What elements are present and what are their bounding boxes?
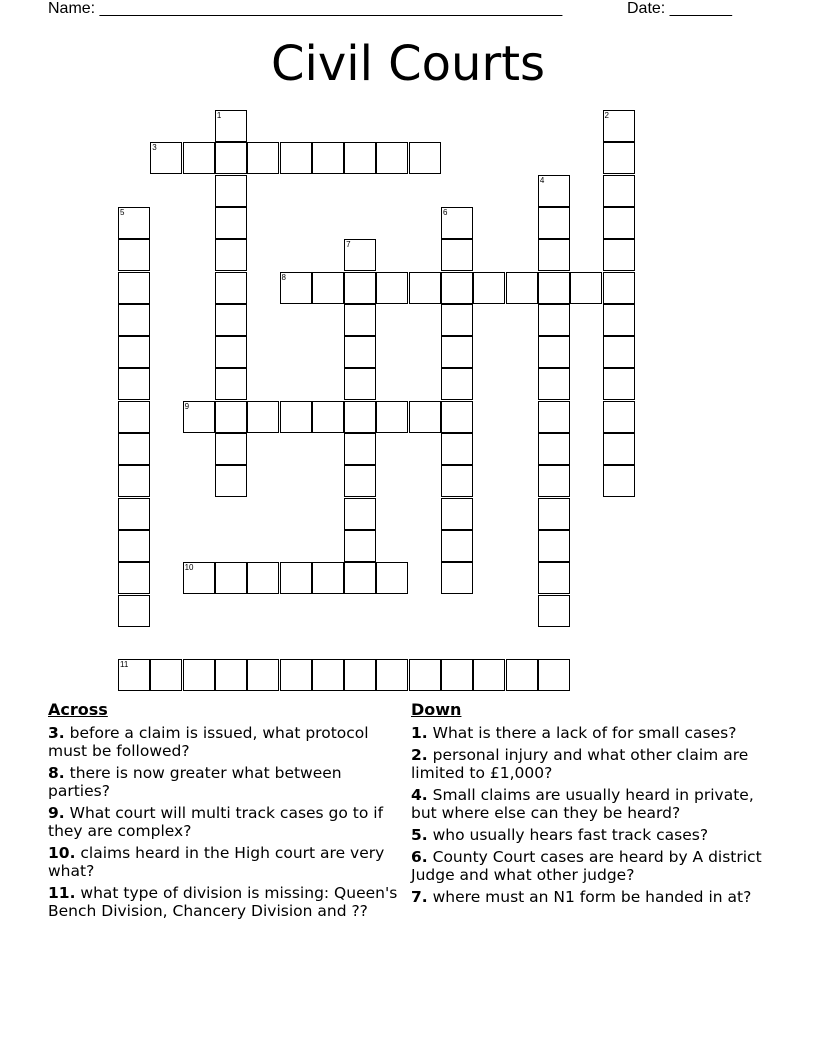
- grid-cell[interactable]: [183, 659, 215, 691]
- grid-cell[interactable]: [441, 562, 473, 594]
- grid-cell[interactable]: [538, 272, 570, 304]
- grid-cell[interactable]: [247, 142, 279, 174]
- grid-cell[interactable]: [118, 336, 150, 368]
- clue-down-1: [411, 724, 773, 742]
- grid-cell[interactable]: [473, 272, 505, 304]
- clue-text: claims heard in the High court are very what?: [48, 844, 385, 880]
- grid-cell[interactable]: [118, 401, 150, 433]
- clue-down-2: [411, 746, 773, 782]
- down-heading: Down: [411, 700, 462, 719]
- grid-cell[interactable]: [409, 272, 441, 304]
- grid-cell[interactable]: [118, 433, 150, 465]
- grid-cell[interactable]: [215, 465, 247, 497]
- grid-cell[interactable]: [376, 142, 408, 174]
- clue-number-label: 4: [539, 175, 545, 185]
- clue-number: 9.: [48, 804, 65, 822]
- grid-cell[interactable]: [215, 368, 247, 400]
- grid-cell[interactable]: [441, 530, 473, 562]
- clue-number: 10.: [48, 844, 76, 862]
- grid-cell[interactable]: [409, 142, 441, 174]
- grid-cell[interactable]: [183, 401, 215, 433]
- grid-cell[interactable]: [118, 498, 150, 530]
- clue-number: 8.: [48, 764, 65, 782]
- across-clues: [48, 700, 398, 924]
- clue-text: there is now greater what between parties?: [48, 764, 342, 800]
- grid-cell[interactable]: [344, 465, 376, 497]
- clue-number: 3.: [48, 724, 65, 742]
- clue-text: What court will multi track cases go to if they are complex?: [48, 804, 384, 840]
- across-heading: Across: [48, 700, 108, 719]
- grid-cell[interactable]: [506, 272, 538, 304]
- grid-cell[interactable]: [441, 304, 473, 336]
- grid-cell[interactable]: [118, 272, 150, 304]
- grid-cell[interactable]: [215, 562, 247, 594]
- grid-cell[interactable]: [538, 336, 570, 368]
- clue-down-7: [411, 888, 773, 906]
- worksheet-header: [0, 0, 816, 20]
- clue-text: before a claim is issued, what protocol must be followed?: [48, 724, 369, 760]
- clue-text: Small claims are usually heard in private, but where else can they be heard?: [411, 786, 754, 822]
- clue-number-label: 9: [184, 401, 190, 411]
- grid-cell[interactable]: [538, 401, 570, 433]
- grid-cell[interactable]: [441, 401, 473, 433]
- grid-cell[interactable]: [118, 368, 150, 400]
- grid-cell[interactable]: [441, 659, 473, 691]
- clue-number-label: 5: [120, 207, 125, 217]
- grid-cell[interactable]: [603, 239, 635, 271]
- puzzle-title: Civil Courts: [270, 36, 546, 92]
- grid-cell[interactable]: [344, 239, 376, 271]
- grid-cell[interactable]: [344, 530, 376, 562]
- clue-number: 1.: [411, 724, 428, 742]
- clue-down-6: [411, 848, 773, 884]
- grid-cell[interactable]: [312, 401, 344, 433]
- clue-across-8: [48, 764, 398, 800]
- grid-cell[interactable]: [473, 659, 505, 691]
- grid-cell[interactable]: [376, 562, 408, 594]
- name-line[interactable]: Name: ____________________________________________________: [48, 0, 563, 17]
- clue-across-9: [48, 804, 398, 840]
- grid-cell[interactable]: [538, 595, 570, 627]
- grid-cell[interactable]: [603, 175, 635, 207]
- grid-cell[interactable]: [118, 530, 150, 562]
- grid-cell[interactable]: [280, 659, 312, 691]
- grid-cell[interactable]: [603, 401, 635, 433]
- grid-cell[interactable]: [215, 336, 247, 368]
- grid-cell[interactable]: [344, 368, 376, 400]
- grid-cell[interactable]: [118, 207, 150, 239]
- grid-cell[interactable]: [118, 465, 150, 497]
- grid-cell[interactable]: [183, 142, 215, 174]
- clue-number-label: 1: [216, 111, 222, 120]
- grid-cell[interactable]: [118, 304, 150, 336]
- grid-cell[interactable]: [118, 659, 150, 691]
- grid-cell[interactable]: [344, 336, 376, 368]
- clue-text: What is there a lack of for small cases?: [432, 724, 737, 742]
- grid-cell[interactable]: [280, 142, 312, 174]
- grid-cell[interactable]: [344, 304, 376, 336]
- grid-cell[interactable]: [441, 207, 473, 239]
- grid-cell[interactable]: [344, 659, 376, 691]
- grid-cell[interactable]: [118, 562, 150, 594]
- grid-cell[interactable]: [603, 336, 635, 368]
- grid-cell[interactable]: [150, 659, 182, 691]
- grid-cell[interactable]: [538, 304, 570, 336]
- grid-cell[interactable]: [344, 401, 376, 433]
- grid-cell[interactable]: [538, 207, 570, 239]
- grid-cell[interactable]: [280, 562, 312, 594]
- grid-cell[interactable]: [538, 562, 570, 594]
- grid-cell[interactable]: [603, 368, 635, 400]
- grid-cell[interactable]: [215, 304, 247, 336]
- date-line[interactable]: Date: _______: [627, 0, 732, 17]
- clue-number-label: 10: [184, 563, 194, 573]
- grid-cell[interactable]: [118, 595, 150, 627]
- grid-cell[interactable]: [215, 142, 247, 174]
- clue-number: 2.: [411, 746, 428, 764]
- clue-number-label: 8: [281, 272, 286, 282]
- grid-cell[interactable]: [118, 239, 150, 271]
- grid-cell[interactable]: [344, 433, 376, 465]
- grid-cell[interactable]: [538, 465, 570, 497]
- grid-cell[interactable]: [603, 272, 635, 304]
- clue-down-5: [411, 826, 773, 844]
- clue-down-4: [411, 786, 773, 822]
- grid-cell[interactable]: [603, 207, 635, 239]
- clue-across-10: [48, 844, 398, 880]
- grid-cell[interactable]: [538, 368, 570, 400]
- grid-cell[interactable]: [215, 401, 247, 433]
- grid-cell[interactable]: [538, 530, 570, 562]
- grid-cell[interactable]: [215, 207, 247, 239]
- grid-cell[interactable]: [150, 142, 182, 174]
- grid-cell[interactable]: [441, 272, 473, 304]
- grid-cell[interactable]: [247, 401, 279, 433]
- grid-cell[interactable]: [441, 433, 473, 465]
- grid-cell[interactable]: [603, 465, 635, 497]
- down-clues: [411, 700, 773, 910]
- clue-text: personal injury and what other claim are limited to £1,000?: [411, 746, 749, 782]
- grid-cell[interactable]: [441, 336, 473, 368]
- grid-cell[interactable]: [344, 142, 376, 174]
- clue-number: 7.: [411, 888, 428, 906]
- grid-cell[interactable]: [312, 562, 344, 594]
- grid-cell[interactable]: [538, 433, 570, 465]
- grid-cell[interactable]: [247, 659, 279, 691]
- grid-cell[interactable]: [344, 498, 376, 530]
- grid-cell[interactable]: [538, 175, 570, 207]
- grid-cell[interactable]: [215, 239, 247, 271]
- grid-cell[interactable]: [215, 175, 247, 207]
- grid-cell[interactable]: [344, 562, 376, 594]
- clue-text: what type of division is missing: Queen's Bench Division, Chancery Division and ??: [48, 884, 398, 920]
- grid-cell[interactable]: [441, 239, 473, 271]
- grid-cell[interactable]: [247, 562, 279, 594]
- clue-number-label: 7: [346, 240, 351, 250]
- grid-cell[interactable]: [409, 401, 441, 433]
- grid-cell[interactable]: [376, 401, 408, 433]
- grid-cell[interactable]: [538, 239, 570, 271]
- grid-cell[interactable]: [312, 272, 344, 304]
- clue-number: 4.: [411, 786, 428, 804]
- clue-number: 5.: [411, 826, 428, 844]
- grid-cell[interactable]: [215, 110, 247, 142]
- clue-number: 6.: [411, 848, 428, 866]
- grid-cell[interactable]: [506, 659, 538, 691]
- grid-cell[interactable]: [376, 659, 408, 691]
- grid-cell[interactable]: [441, 498, 473, 530]
- clue-text: County Court cases are heard by A district Judge and what other judge?: [411, 848, 762, 884]
- clue-number-label: 11: [120, 660, 129, 670]
- grid-cell[interactable]: [538, 498, 570, 530]
- clue-number-label: 2: [604, 111, 609, 120]
- grid-cell[interactable]: [215, 659, 247, 691]
- grid-cell[interactable]: [215, 433, 247, 465]
- grid-cell[interactable]: [603, 304, 635, 336]
- grid-cell[interactable]: [312, 142, 344, 174]
- clue-across-3: [48, 724, 398, 760]
- grid-cell[interactable]: [183, 562, 215, 594]
- grid-cell[interactable]: [441, 465, 473, 497]
- grid-cell[interactable]: [280, 401, 312, 433]
- clue-text: who usually hears fast track cases?: [432, 826, 709, 844]
- grid-cell[interactable]: [603, 142, 635, 174]
- grid-cell[interactable]: [280, 272, 312, 304]
- grid-cell[interactable]: [344, 272, 376, 304]
- clue-number: 11.: [48, 884, 76, 902]
- grid-cell[interactable]: [441, 368, 473, 400]
- clue-across-11: [48, 884, 398, 920]
- grid-cell[interactable]: [409, 659, 441, 691]
- clue-number-label: 3: [152, 143, 157, 153]
- clue-text: where must an N1 form be handed in at?: [432, 888, 752, 906]
- clue-number-label: 6: [443, 207, 448, 217]
- grid-cell[interactable]: [570, 272, 602, 304]
- grid-cell[interactable]: [603, 433, 635, 465]
- grid-cell[interactable]: [603, 110, 635, 142]
- grid-cell[interactable]: [538, 659, 570, 691]
- grid-cell[interactable]: [312, 659, 344, 691]
- grid-cell[interactable]: [376, 272, 408, 304]
- grid-cell[interactable]: [215, 272, 247, 304]
